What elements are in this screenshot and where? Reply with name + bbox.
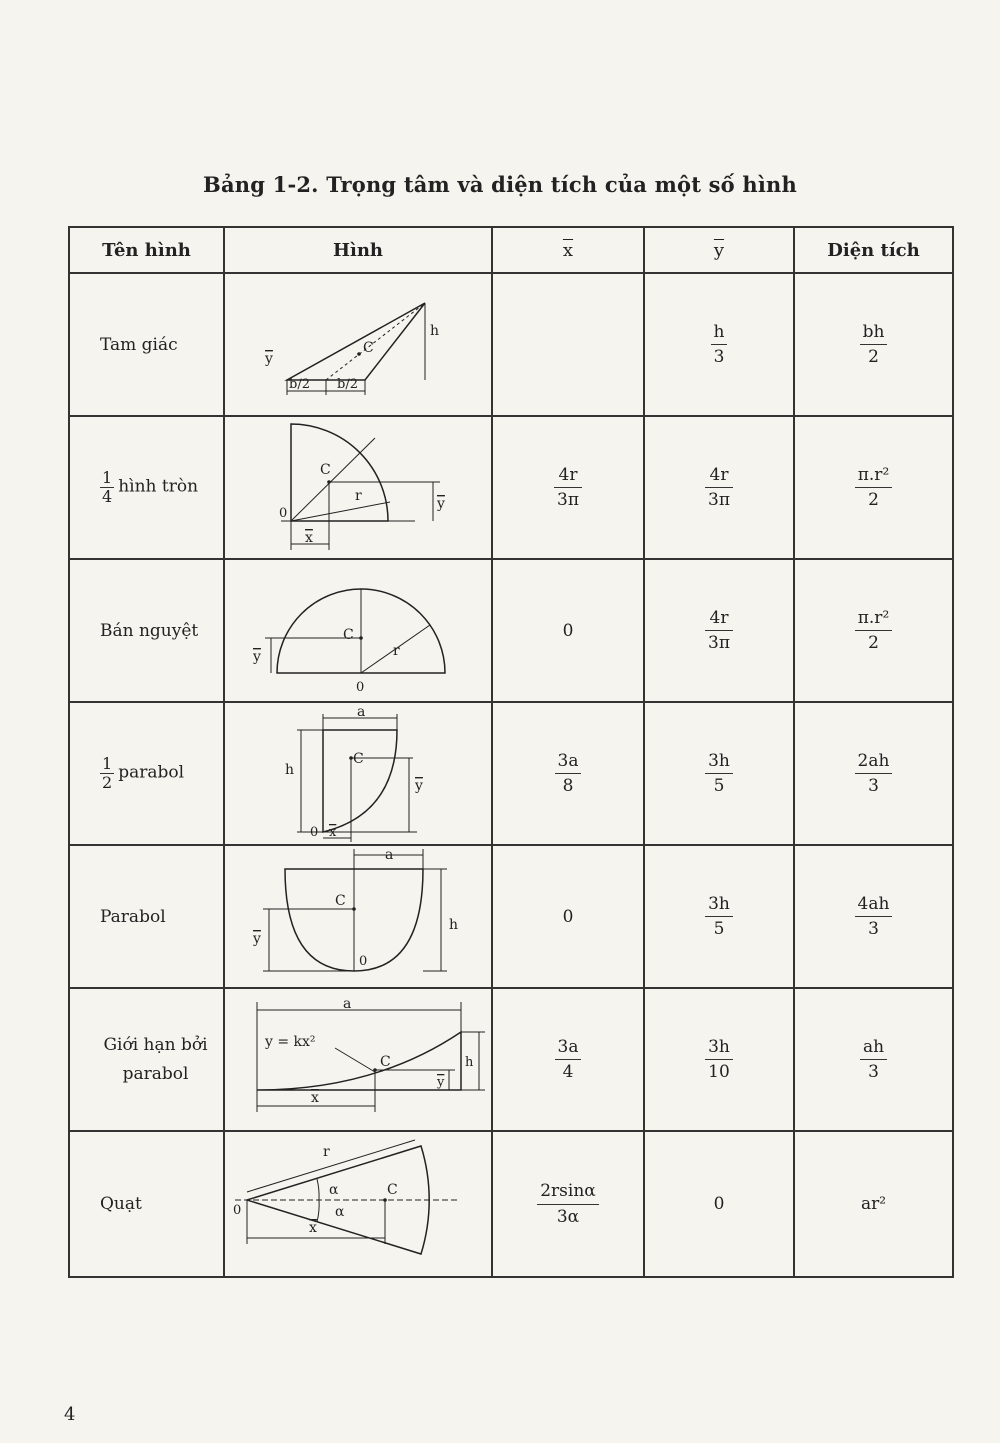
y-value: $\frac{4r}{3\pi}$ <box>644 559 794 702</box>
shape-name: $\frac{1}{4}$ hình tròn <box>69 416 224 559</box>
x-value: 0 <box>492 845 644 988</box>
header-area: Diện tích <box>794 227 953 273</box>
triangle-figure <box>224 273 492 416</box>
a-label: a <box>385 846 394 863</box>
equation-label: y = kx² <box>265 1033 316 1050</box>
x-value: $\frac{4r}{3\pi}$ <box>492 416 644 559</box>
y-value: 0 <box>644 1131 794 1277</box>
area-value: $\frac{ah}{3}$ <box>794 988 953 1131</box>
h-label: h <box>430 322 440 339</box>
c-label: C <box>343 626 354 643</box>
shape-name: Tam giác <box>69 273 224 416</box>
parabolic-spandrel-figure <box>224 988 492 1131</box>
shape-name: Parabol <box>69 845 224 988</box>
y-value: $\frac{h}{3}$ <box>644 273 794 416</box>
shape-name: Giới hạn bởi parabol <box>69 988 224 1131</box>
origin-label: 0 <box>310 824 319 840</box>
x-value <box>492 273 644 416</box>
x-value: 0 <box>492 559 644 702</box>
xbar-label: x <box>329 824 337 840</box>
a-label: a <box>343 995 352 1012</box>
table-row <box>69 273 953 416</box>
b-half-label: b/2 <box>289 376 310 392</box>
area-value: $\frac{4ah}{3}$ <box>794 845 953 988</box>
alpha-label: α <box>335 1204 345 1220</box>
y-value: $\frac{4r}{3\pi}$ <box>644 416 794 559</box>
b-half-label: b/2 <box>337 376 358 392</box>
c-label: C <box>363 339 374 356</box>
origin-label: 0 <box>279 505 288 521</box>
h-label: h <box>465 1054 474 1070</box>
semicircle-figure <box>224 559 492 702</box>
table-title: Bảng 1-2. Trọng tâm và diện tích của một số hình <box>203 172 797 197</box>
header-y: $\overline{y}$ <box>644 227 794 273</box>
c-label: C <box>387 1182 398 1198</box>
c-label: C <box>380 1053 391 1070</box>
header-row <box>69 227 953 273</box>
header-x: $\overline{x}$ <box>492 227 644 273</box>
xbar-label: x <box>305 529 313 546</box>
header-figure: Hình <box>224 227 492 273</box>
origin-label: 0 <box>359 953 368 969</box>
y-value: $\frac{3h}{5}$ <box>644 845 794 988</box>
shape-name: Bán nguyệt <box>69 559 224 702</box>
area-value: ar² <box>794 1131 953 1277</box>
origin-label: 0 <box>356 679 365 695</box>
c-label: C <box>320 461 331 478</box>
alpha-label: α <box>329 1182 339 1198</box>
x-value: $\frac{2rsin\alpha}{3\alpha}$ <box>492 1131 644 1277</box>
xbar-label: x <box>311 1089 319 1106</box>
table-row <box>69 845 953 988</box>
header-name: Tên hình <box>69 227 224 273</box>
r-label: r <box>323 1144 330 1160</box>
centroid-table <box>68 226 954 1278</box>
c-label: C <box>335 892 346 909</box>
y-value: $\frac{3h}{10}$ <box>644 988 794 1131</box>
y-value: $\frac{3h}{5}$ <box>644 702 794 845</box>
area-value: $\frac{\text{π.r²}}{2}$ <box>794 559 953 702</box>
table-row <box>69 559 953 702</box>
ybar-label: y <box>437 1074 445 1090</box>
h-label: h <box>449 916 459 933</box>
parabola-figure <box>224 845 492 988</box>
xbar-label: x <box>309 1220 317 1236</box>
table-row <box>69 988 953 1131</box>
h-label: h <box>285 761 295 778</box>
table-row <box>69 702 953 845</box>
area-value: $\frac{2ah}{3}$ <box>794 702 953 845</box>
shape-name: Quạt <box>69 1131 224 1277</box>
shape-name: $\frac{1}{2}$ parabol <box>69 702 224 845</box>
area-value: $\frac{bh}{2}$ <box>794 273 953 416</box>
x-value: $\frac{3a}{4}$ <box>492 988 644 1131</box>
table-row <box>69 416 953 559</box>
ybar-label: y <box>415 777 423 794</box>
c-label: C <box>353 750 364 767</box>
table-row <box>69 1131 953 1277</box>
origin-label: 0 <box>233 1203 242 1218</box>
ybar-label: y <box>253 930 261 947</box>
ybar-label: y <box>437 495 445 512</box>
page-number: 4 <box>64 1404 76 1425</box>
ybar-label: y <box>265 350 273 367</box>
ybar-label: y <box>253 648 261 665</box>
r-label: r <box>393 642 400 659</box>
sector-figure <box>224 1131 492 1277</box>
x-value: $\frac{3a}{8}$ <box>492 702 644 845</box>
r-label: r <box>355 487 362 504</box>
a-label: a <box>357 703 366 720</box>
half-parabola-figure <box>224 702 492 845</box>
quarter-circle-figure <box>224 416 492 559</box>
area-value: $\frac{\text{π.r²}}{2}$ <box>794 416 953 559</box>
